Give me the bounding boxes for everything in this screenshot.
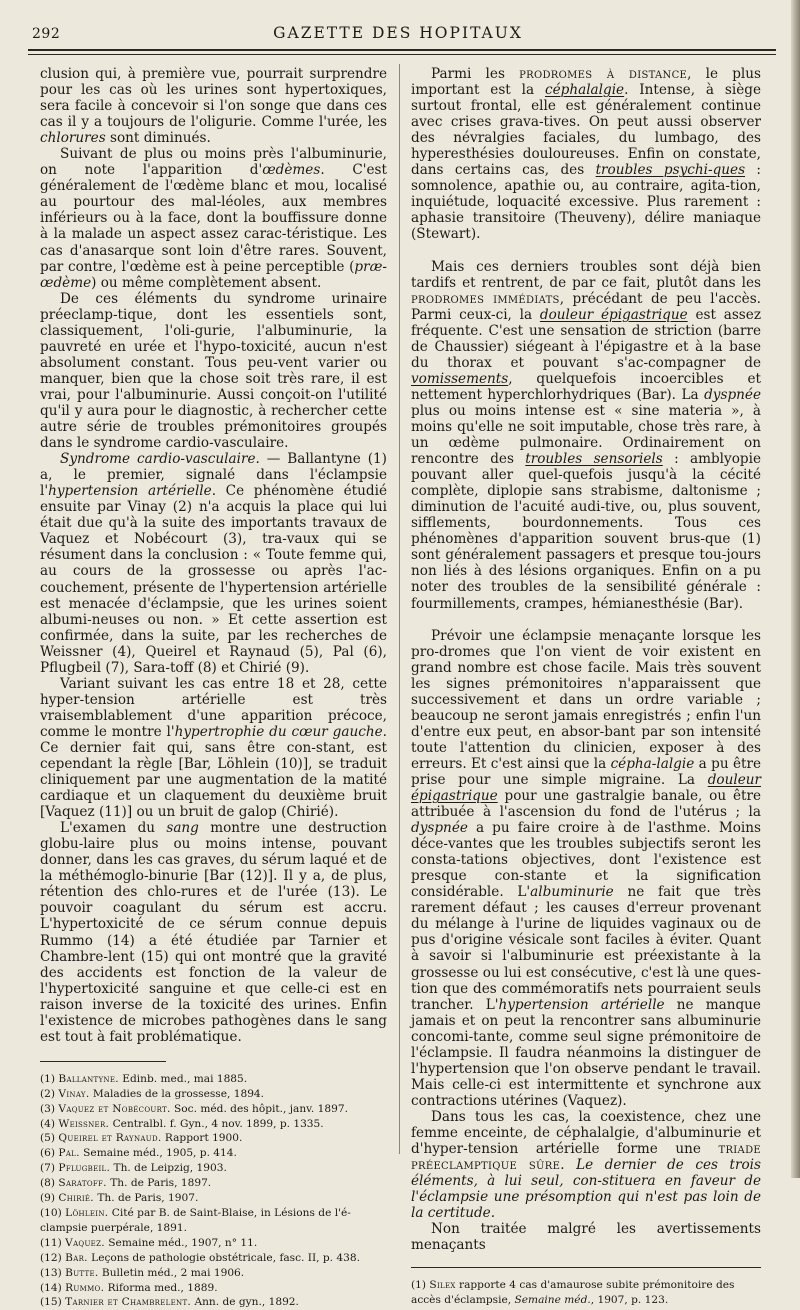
page-number: 292 bbox=[32, 26, 61, 42]
footnote: (15) Tarnier et Chambrelent. Ann. de gyn., 1892. bbox=[40, 1296, 299, 1309]
text-run: . Intense, à siège surtout frontal, elle est généralement continue avec crises grava-tives. On peut aussi observer des névralgies faciales, du lumbago, des hyperesthésies douloureuses. Enfin on constate, dans certains cas, des bbox=[411, 82, 762, 179]
footnote: (7) Pflugbeil. Th. de Leipzig, 1903. bbox=[40, 1162, 227, 1175]
text-run: Suivant de plus ou moins près l'albuminurie, on note l'apparition d' bbox=[40, 146, 387, 179]
paragraph bbox=[40, 451, 387, 676]
footnote-separator bbox=[40, 1061, 166, 1062]
footnote: (14) Rummo. Riforma med., 1889. bbox=[40, 1281, 218, 1294]
text-run: Variant suivant les cas entre 18 et 28, cette hyper-tension artérielle est très vraisemblablement d'une apparition précoce, comme le montre l' bbox=[40, 675, 387, 740]
text-run: : amblyopie pouvant aller quel-quefois jusqu'à la cécité complète, diplopie sans strabisme, daltonisme ; diminution de l'acuité audi-tive, ou, plus souvent, sifflements, bourdonnements. Tous ces phénomènes d'apparition souvent brus-que (1) sont généralement passagers et presque tou-jours non liés à des lésions organiques. Enfin on a pu noter des troubles de la sensibilité générale : fourmillements, crampes, hémianesthésie (Bar). bbox=[411, 451, 761, 612]
footnote: (13) Butte. Bulletin méd., 2 mai 1906. bbox=[40, 1266, 245, 1279]
smallcaps-term: prodromes à distance bbox=[519, 66, 688, 82]
smallcaps-term: prodromes immédiats bbox=[411, 290, 560, 307]
text-run: . bbox=[560, 1157, 577, 1174]
italic-conclusion: Le dernier de ces trois éléments, à lui seul, con-stituera en faveur de l'éclampsie une présomption qui n'est pas loin de la certitude. bbox=[411, 1157, 761, 1222]
header-rule-thin bbox=[28, 54, 776, 55]
italic-term: præ-œdème bbox=[40, 258, 387, 291]
page-binding-edge bbox=[791, 0, 800, 1178]
paragraph bbox=[40, 146, 387, 290]
paragraph bbox=[411, 259, 761, 612]
paragraph: De ces éléments du syndrome urinaire préeclamp-tique, dont les essentiels sont, classiquement, l'oli-gurie, l'albuminurie, la pauvreté en urée et l'hypo-toxicité, aucun n'est absolument constant. Tous peu-vent varier ou manquer, bien que la chose soit très rare, il est vrai, pour l'albuminurie. Aussi conçoit-on l'utilité qu'il y aura pour le diagnostic, à rechercher cette autre série de troubles prémonitoires groupés dans le syndrome cardio-vasculaire. bbox=[40, 290, 387, 452]
text-run: . Ce phénomène étudié ensuite par Vinay (2) n'a acquis la place qui lui était due qu'à la suite des importants travaux de Vaquez et Nobécourt (3), tra-vaux qui se résument dans la conclusion : « Toute femme qui, au cours de la grossesse ou après l'ac-couchement, présente de l'hypertension artérielle est menacée d'éclampsie, que les urines soient albumi-neuses ou non. » Et cette assertion est confirmée, dans la suite, par les recherches de Weissner (4), Queirel et Raynaud (5), Pal (6), Pflugbeil (7), Sara-toff (8) et Chirié (9). bbox=[40, 483, 387, 676]
header-rule-thick bbox=[28, 49, 776, 51]
text-run: ) ou même complètement absent. bbox=[91, 274, 322, 291]
italic-term: douleur épigastrique bbox=[411, 771, 761, 805]
page-header bbox=[28, 22, 768, 48]
footnote: (5) Queirel et Raynaud. Rapport 1900. bbox=[40, 1132, 243, 1145]
footnote: (4) Weissner. Centralbl. f. Gyn., 4 nov. 1899, p. 1335. bbox=[40, 1117, 324, 1130]
italic-term: hypertension artérielle bbox=[498, 996, 665, 1013]
footnote-separator bbox=[411, 1267, 761, 1268]
text-run: sont diminués. bbox=[105, 130, 211, 147]
italic-term: hypertension artérielle bbox=[48, 483, 212, 500]
italic-term: troubles sensoriels bbox=[525, 451, 663, 468]
text-run: ne manque jamais et on peut la rencontrer sans albuminurie concomi-tante, comme seul signe prémonitoire de l'éclampsie. Il faudra néanmoins la distinguer de l'hypertension que l'on observe pendant le travail. Mais celle-ci est intermittente et synchrone aux contractions utérines (Vaquez). bbox=[411, 996, 761, 1109]
text-run: L'examen du bbox=[60, 820, 167, 837]
text-run: , quelquefois incoercibles et nettement hyperchlorhydriques (Bar). La bbox=[411, 370, 761, 403]
column-divider bbox=[399, 64, 400, 1154]
footnote: (3) Vaquez et Nobécourt. Soc. méd. des hôpit., janv. 1897. bbox=[40, 1102, 348, 1115]
text-run: . C'est généralement de l'œdème blanc et mou, localisé au pourtour des mal-léoles, aux membres inférieurs ou à la face, dont la bouffissure donne à la malade un aspect assez carac-téristique. Les cas d'anasarque sont loin d'être rares. Souvent, par contre, l'œdème est à peine perceptible ( bbox=[40, 162, 387, 275]
italic-term: œdèmes bbox=[262, 162, 321, 179]
footnote: (1) Silex rapporte 4 cas d'amaurose subite prémonitoire des accès d'éclampsie, Semaine méd., 1907, p. 123. bbox=[411, 1279, 735, 1307]
italic-term: albuminurie bbox=[530, 884, 614, 901]
right-column bbox=[411, 66, 761, 1308]
text-run: — Ballantyne (1) a, le premier, signalé dans l'éclampsie l' bbox=[40, 451, 387, 500]
text-run: Parmi les bbox=[431, 66, 520, 82]
smallcaps-term: triade préeclamptique sûre bbox=[411, 1141, 761, 1174]
footnote: (9) Chirié. Th. de Paris, 1907. bbox=[40, 1192, 199, 1205]
footnote: (10) Löhlein. Cité par B. de Saint-Blaise, in Lésions de l'é-clampsie puerpérale, 1891. bbox=[40, 1207, 351, 1234]
footnote: (6) Pal. Semaine méd., 1905, p. 414. bbox=[40, 1147, 237, 1160]
text-run: plus ou moins intense est « sine materia », à moins qu'elle ne soit imputable, chose très rare, à un œdème pulmonaire. Ordinairement on rencontre des bbox=[411, 402, 761, 468]
paragraph bbox=[40, 820, 387, 1045]
footnote: (12) Bar. Leçons de pathologie obstétricale, fasc. II, p. 438. bbox=[40, 1251, 360, 1264]
footnotes-right bbox=[411, 1278, 761, 1308]
footnote: (2) Vinay. Maladies de la grossesse, 1894. bbox=[40, 1087, 265, 1100]
italic-term: dyspnée bbox=[704, 386, 761, 403]
italic-term: hypertrophie du cœur gauche bbox=[174, 723, 383, 740]
text-run: , le plus important est la bbox=[411, 66, 762, 99]
footnotes-left bbox=[40, 1072, 387, 1310]
text-run: montre une destruction globu-laire plus ou moins intense, pouvant donner, dans les cas graves, du sérum laqué et de la méthémoglo-binurie [Bar (12)]. Il y a, de plus, rétention des chlo-rures et de l'urée (13). Le pouvoir coagulant du sérum est accru. L'hypertoxicité de ce sérum connue depuis Rummo (14) a été étudiée par Tarnier et Chambre-lent (15) qui ont montré que la gravité des accidents est fonction de la valeur de l'hypertoxicité sanguine et que celle-ci est en raison inverse de la toxicité des urines. Enfin l'existence de microbes pathogènes dans le sang est tout à fait problématique. bbox=[40, 820, 387, 1045]
text-run: Mais ces derniers troubles sont déjà bien tardifs et rentrent, de par ce fait, plutôt dans les bbox=[411, 258, 761, 291]
text-run: , précédant de peu l'accès. Parmi ceux-ci, la bbox=[411, 290, 761, 323]
text-run: a pu être prise pour une simple migraine. La bbox=[411, 755, 761, 788]
text-run: ne fait que très rarement défaut ; les causes d'erreur provenant du mélange à l'urine de liquides vaginaux ou de pus d'origine vésicale sont faciles à éviter. Quant à savoir si l'albuminurie est préexistante à la grossesse ou lui est consécutive, c'est là une ques-tion que des commémoratifs nets pourraient seuls trancher. L' bbox=[411, 884, 761, 1013]
italic-term: sang bbox=[166, 820, 199, 837]
text-run: a pu faire croire à de l'asthme. Moins déce-vantes que les troubles subjectifs seront les consta-tations objectives, dont l'existence est presque con-stante et la signification considérable. L' bbox=[411, 820, 761, 901]
paragraph bbox=[411, 1109, 761, 1221]
italic-term: douleur épigastrique bbox=[539, 306, 688, 323]
text-run: . Ce dernier fait qui, sans être con-stant, est cependant la règle [Bar, Löhlein (10)], se traduit cliniquement par une augmentation de la matité cardiaque et un claquement du deuxième bruit [Vaquez (11)] ou un bruit de galop (Chirié). bbox=[40, 723, 387, 821]
left-column bbox=[40, 66, 387, 1310]
italic-term: cépha-lalgie bbox=[610, 755, 695, 772]
footnote: (1) Ballantyne. Edinb. med., mai 1885. bbox=[40, 1072, 248, 1085]
paragraph bbox=[40, 66, 387, 146]
text-run: pour une gastralgie banale, ou être attribuée à l'ascension du fond de l'utérus ; la bbox=[411, 788, 761, 821]
text-run: clusion qui, à première vue, pourrait surprendre pour les cas où les urines sont hypertoxiques, sera facile à concevoir si l'on songe que dans ces cas il y a toujours de l'oligurie. Comme l'urée, les bbox=[40, 66, 387, 131]
footnote: (8) Saratoff. Th. de Paris, 1897. bbox=[40, 1177, 212, 1190]
italic-term: vomissements bbox=[411, 370, 509, 387]
text-run: : somnolence, apathie ou, au contraire, agita-tion, inquiétude, loquacité excessive. Plus rarement : aphasie transitoire (Theuveny), délire maniaque (Stewart). bbox=[411, 162, 761, 243]
italic-term: céphalalgie bbox=[544, 82, 625, 99]
text-run: est assez fréquente. C'est une sensation de striction (barre de Chaussier) siégeant à l'épigastre et à la base du thorax et pouvant s'ac-compagner de bbox=[411, 306, 761, 371]
text-run: Prévoir une éclampsie menaçante lorsque les pro-dromes que l'on vient de voir existent en grand nombre est chose facile. Mais très souvent les signes prémonitoires n'apparaissent que successivement et dans un ordre variable ; beaucoup ne seront jamais enregistrés ; enfin l'un d'entre eux peut, en absor-bant par son intensité toute l'attention du clinicien, exposer à des erreurs. Et c'est ainsi que la bbox=[411, 627, 761, 772]
italic-term: dyspnée bbox=[411, 820, 468, 837]
section-title: Syndrome cardio-vasculaire. bbox=[60, 451, 260, 468]
paragraph: Non traitée malgré les avertissements menaçants bbox=[411, 1221, 761, 1254]
paragraph bbox=[411, 66, 761, 243]
paragraph bbox=[40, 676, 387, 820]
italic-term: chlorures bbox=[40, 130, 106, 147]
text-run: Dans tous les cas, la coexistence, chez une femme enceinte, de céphalalgie, d'albuminurie et d'hyper-tension artérielle forme une bbox=[411, 1108, 761, 1158]
footnote: (11) Vaquez. Semaine méd., 1907, n° 11. bbox=[40, 1236, 258, 1249]
paragraph bbox=[411, 628, 761, 1109]
italic-term: troubles psychi-ques bbox=[595, 162, 746, 179]
running-title: GAZETTE DES HOPITAUX bbox=[273, 24, 523, 42]
